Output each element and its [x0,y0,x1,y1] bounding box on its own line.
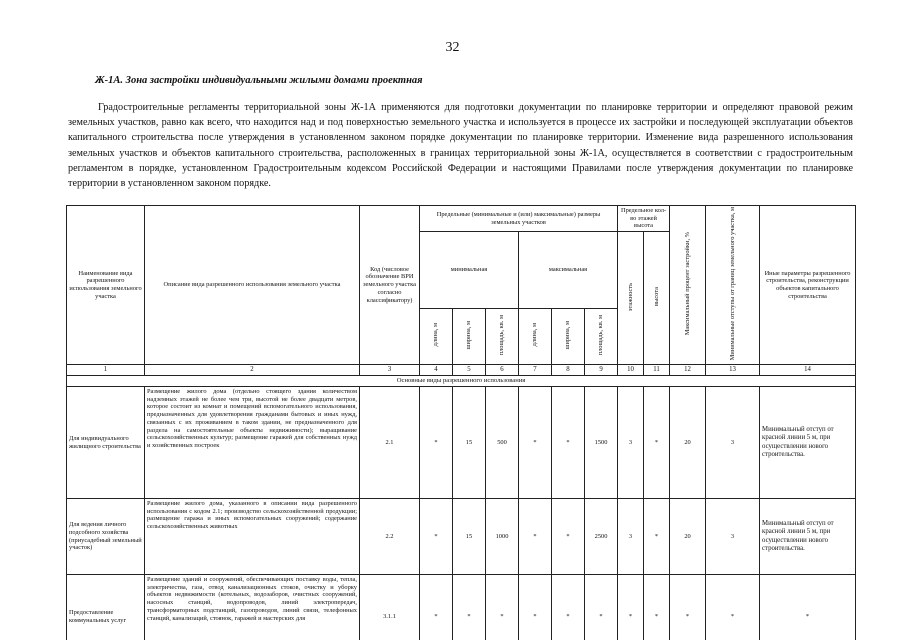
row-description: Размещение жилого дома (отдельно стоящего здания количеством надземных этажей не более чем три, высотой не более двадцати метров, которое состоит из комнат и помещений вспомогательного использования, предназначенных для удовлетворения гражданами бытовых и иных нужд, связанных с их проживанием в таком здании, не предназначенного для раздела на самостоятельные объекты недвижимости); выращивание сельскохозяйственных культур; размещение гаражей для собственных нужд и хозяйственных построек [145,387,360,499]
row-height: * [644,387,670,499]
row-max-area: 1500 [585,387,618,499]
row-floors: 3 [618,387,644,499]
intro-paragraph: Градостроительные регламенты территориальной зоны Ж-1А применяются для подготовки документации по планировке территории и определяют правовой режим земельных участков, равно как всего, что находится над и под поверхностью земельного участка и используется в процессе их застройки и последующей эксплуатации объектов капитального строительства после утверждения в установленном законом порядке документации по планировке территории. Изменение вида разрешенного использования земельных участков и объектов капитального строительства, расположенных в границах территориальной зоны Ж-1А, осуществляется в соответствии с градостроительным регламентом в порядке, установленном Градостроительным кодексом Российской Федерации и настоящими Правилами после утверждения документации по планировке территории в установленном законом порядке. [68,102,853,190]
row-min-width: * [453,575,486,640]
table-row [67,387,856,499]
header-max-width: ширина, м [552,309,585,365]
header-max-length: длина, м [519,309,552,365]
row-max-length: * [519,575,552,640]
header-max-area: площадь, кв. м [585,309,618,365]
header-min: минимальная [420,232,519,309]
row-build-percent: 20 [670,499,706,575]
row-max-area: 2500 [585,499,618,575]
column-number-row [67,365,856,376]
row-height: * [644,499,670,575]
column-number: 10 [618,365,644,376]
header-sizes: Предельные (минимальные и (или) максимальные) размеры земельных участков [420,206,618,232]
row-code: 3.1.1 [360,575,420,640]
column-number: 12 [670,365,706,376]
row-min-width: 15 [453,387,486,499]
column-number: 11 [644,365,670,376]
table-row [67,575,856,640]
column-number: 7 [519,365,552,376]
header-min-area: площадь, кв. м [486,309,519,365]
header-other-params: Иные параметры разрешенного строительства, реконструкции объектов капитального строительства [760,206,856,365]
row-setback: * [706,575,760,640]
table-row [67,499,856,575]
row-floors: * [618,575,644,640]
row-max-area: * [585,575,618,640]
header-description: Описание вида разрешенного использования земельного участка [145,206,360,365]
row-setback: 3 [706,499,760,575]
page-number: 32 [445,40,460,55]
row-name: Предоставление коммунальных услуг [67,575,145,640]
page-heading: Ж-1А. Зона застройки индивидуальными жилыми домами проектная [95,75,423,86]
row-floors: 3 [618,499,644,575]
header-floors: Предельное кол-во этажей высота [618,206,670,232]
zone-regulations-table [66,205,856,640]
column-number: 1 [67,365,145,376]
header-name: Наименование вида разрешенного использования земельного участка [67,206,145,365]
row-min-area: 1000 [486,499,519,575]
column-number: 9 [585,365,618,376]
header-floor-count: этажность [618,232,644,365]
header-min-length: длина, м [420,309,453,365]
section-row [67,376,856,387]
row-min-width: 15 [453,499,486,575]
row-min-area: * [486,575,519,640]
column-number: 6 [486,365,519,376]
row-other-params: Минимальный отступ от красной линии 5 м, при осуществлении нового строительства. [760,499,856,575]
column-number: 13 [706,365,760,376]
header-max: максимальная [519,232,618,309]
row-description: Размещение зданий и сооружений, обеспечивающих поставку воды, тепла, электричества, газа, отвод канализационных стоков, очистку и уборку объектов недвижимости (котельных, водозаборов, очистных сооружений, насосных станций, водопроводов, линий электропередач, трансформаторных подстанций, газопроводов, линий связи, телефонных станций, канализаций, стоянок, гаражей и мастерских для [145,575,360,640]
column-number: 2 [145,365,360,376]
row-min-area: 500 [486,387,519,499]
row-other-params: Минимальный отступ от красной линии 5 м, при осуществлении нового строительства. [760,387,856,499]
row-other-params: * [760,575,856,640]
row-max-length: * [519,499,552,575]
row-setback: 3 [706,387,760,499]
row-min-length: * [420,387,453,499]
section-title: Основные виды разрешенного использования [67,376,856,387]
row-min-length: * [420,575,453,640]
column-number: 8 [552,365,585,376]
row-code: 2.1 [360,387,420,499]
row-description: Размещение жилого дома, указанного в описании вида разрешенного использования с кодом 2.1; производство сельскохозяйственной продукции; размещение гаража и иных вспомогательных сооружений; содержание сельскохозяйственных животных [145,499,360,575]
row-min-length: * [420,499,453,575]
column-number: 14 [760,365,856,376]
column-number: 5 [453,365,486,376]
header-build-percent: Максимальный процент застройки, % [670,206,706,365]
row-build-percent: * [670,575,706,640]
row-max-width: * [552,387,585,499]
header-row-1 [67,206,856,232]
row-code: 2.2 [360,499,420,575]
row-max-length: * [519,387,552,499]
header-height: высота [644,232,670,365]
header-min-width: ширина, м [453,309,486,365]
header-setbacks: Минимальные отступы от границ земельного участка, м [706,206,760,365]
row-name: Для индивидуального жилищного строительства [67,387,145,499]
row-name: Для ведения личного подсобного хозяйства (приусадебный земельный участок) [67,499,145,575]
row-max-width: * [552,499,585,575]
row-max-width: * [552,575,585,640]
header-code: Код (числовое обозначение ВРИ земельного участка согласно классификатору) [360,206,420,365]
row-height: * [644,575,670,640]
column-number: 3 [360,365,420,376]
column-number: 4 [420,365,453,376]
row-build-percent: 20 [670,387,706,499]
